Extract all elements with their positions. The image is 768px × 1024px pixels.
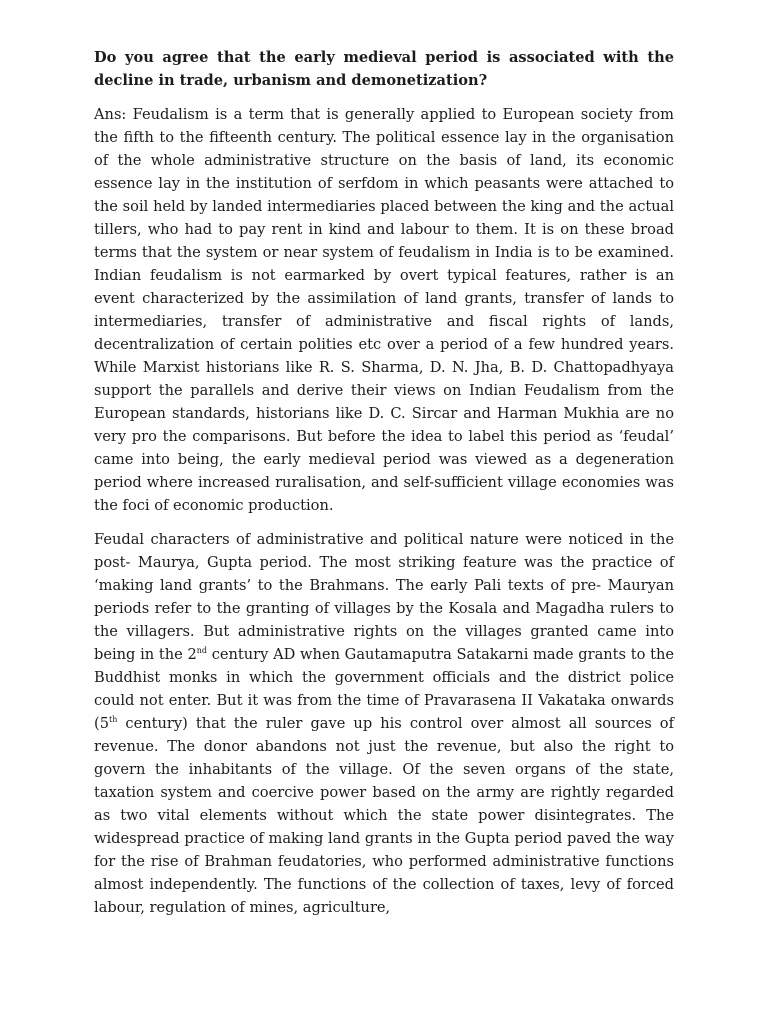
- paragraph-2-text-part-2: century AD when Gautamaputra Satakarni made grants to the Buddhist monks in which the government officials and the district police could not enter. But it was from the time of Pravarasena II Vakataka onwards (5: [94, 646, 674, 732]
- ordinal-suffix-th: th: [108, 715, 118, 724]
- document-page: [94, 46, 674, 930]
- answer-paragraph-2: [94, 528, 674, 919]
- question-heading: Do you agree that the early medieval period is associated with the decline in trade, urbanism and demonetization?: [94, 49, 674, 89]
- ordinal-suffix-nd: nd: [196, 646, 208, 655]
- answer-paragraph-1: Ans: Feudalism is a term that is generally applied to European society from the fifth to the fifteenth century. The political essence lay in the organisation of the whole administrative structure on the basis of land, its economic essence lay in the institution of serfdom in which peasants were attached to the soil held by landed intermediaries placed between the king and the actual tillers, who had to pay rent in kind and labour to them. It is on these broad terms that the system or near system of feudalism in India is to be examined. Indian feudalism is not earmarked by overt typical features, rather is an event characterized by the assimilation of land grants, transfer of lands to intermediaries, transfer of administrative and fiscal rights of lands, decentralization of certain polities etc over a period of a few hundred years. While Marxist historians like R. S. Sharma, D. N. Jha, B. D. Chattopadhyaya support the parallels and derive their views on Indian Feudalism from the European standards, historians like D. C. Sircar and Harman Mukhia are no very pro the comparisons. But before the idea to label this period as ‘feudal’ came into being, the early medieval period was viewed as a degeneration period where increased ruralisation, and self-sufficient village economies was the foci of economic production.: [94, 106, 674, 514]
- paragraph-2-text-part-3: century) that the ruler gave up his control over almost all sources of revenue. The donor abandons not just the revenue, but also the right to govern the inhabitants of the village. Of the seven organs of the state, taxation system and coercive power based on the army are rightly regarded as two vital elements without which the state power disintegrates. The widespread practice of making land grants in the Gupta period paved the way for the rise of Brahman feudatories, who performed administrative functions almost independently. The functions of the collection of taxes, levy of forced labour, regulation of mines, agriculture,: [94, 715, 674, 916]
- paragraph-2-text-part-1: Feudal characters of administrative and political nature were noticed in the post- Maurya, Gupta period. The most striking feature was the practice of ‘making land grants’ to the Brahmans. The early Pali texts of pre- Mauryan periods refer to the granting of villages by the Kosala and Magadha rulers to the villagers. But administrative rights on the villages granted came into being in the 2: [94, 531, 674, 663]
